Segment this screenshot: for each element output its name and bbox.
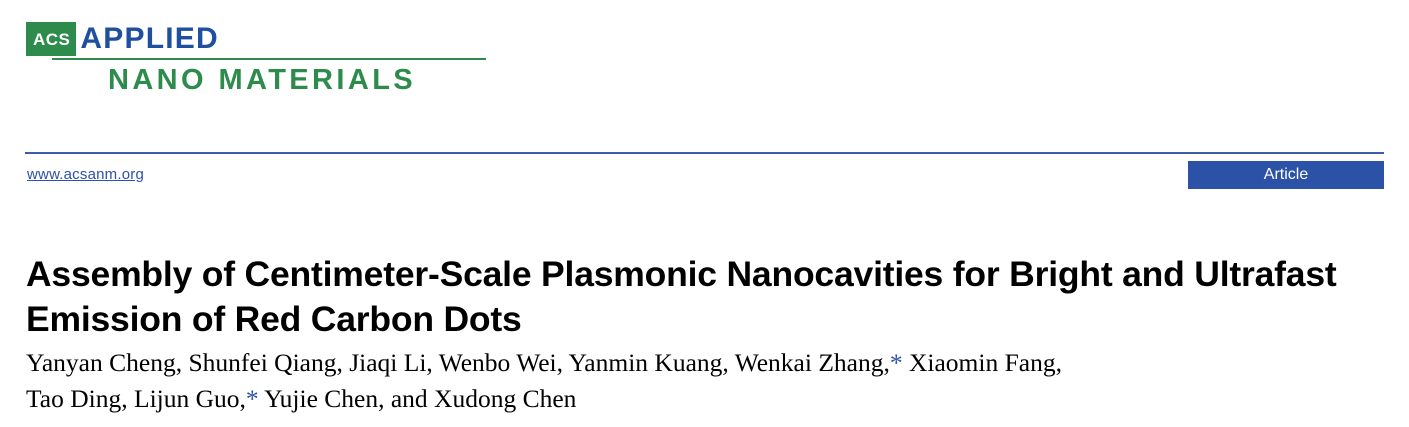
corresponding-author-marker-2: * [245,384,259,414]
journal-url-link[interactable]: www.acsanm.org [27,166,145,183]
article-type-badge: Article [1188,161,1384,189]
corresponding-author-marker-1: * [889,348,903,377]
header-divider-rule [25,152,1384,154]
author-line-2-part-a: Tao Ding, Lijun Guo, [26,384,246,414]
page-title: Assembly of Centimeter-Scale Plasmonic Nanocavities for Bright and Ultrafast Emission of Red Carbon Dots [26,253,1337,339]
author-list [26,345,1376,417]
author-line-1-part-b: Xiaomin Fang, [902,348,1062,377]
masthead-top-row [26,22,486,56]
acs-logo-badge: ACS [26,22,76,56]
masthead-divider [52,58,486,60]
masthead-applied-text: APPLIED [80,22,219,55]
masthead-nanomaterials-text: NANO MATERIALS [108,64,417,96]
author-line-1-part-a: Yanyan Cheng, Shunfei Qiang, Jiaqi Li, Wenbo Wei, Yanmin Kuang, Wenkai Zhang, [26,348,890,377]
author-line-2-part-b: Yujie Chen, and Xudong Chen [258,384,577,414]
journal-masthead [26,22,486,95]
